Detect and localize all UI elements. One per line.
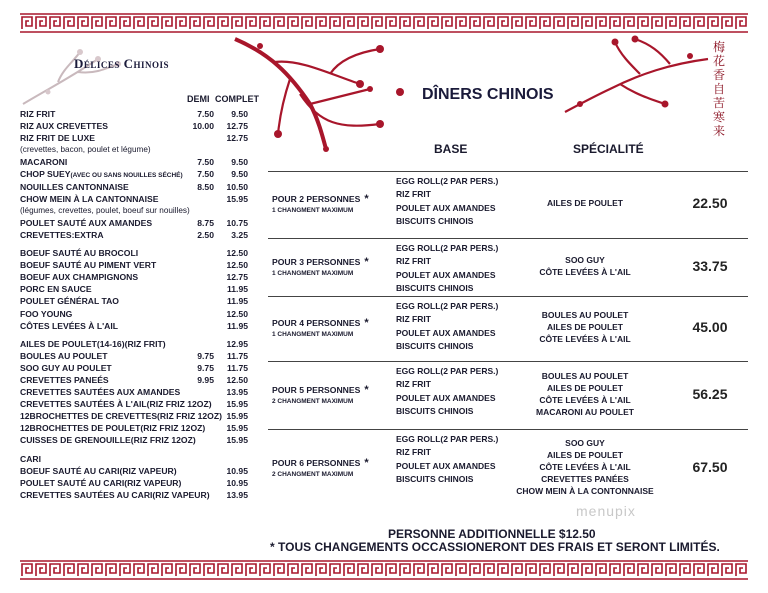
combo-specialty-item: CÔTE LEVÉES À L'AIL xyxy=(539,334,631,344)
combo-party-label: POUR 3 PERSONNES xyxy=(272,256,361,267)
menu-item-note xyxy=(20,205,252,217)
menu-item-name: CÔTES LEVÉES À L'AIL xyxy=(20,320,119,331)
combo-base-item: RIZ FRIT xyxy=(396,447,431,458)
menu-item-name: BOEUF SAUTÉ AU CARI(RIZ VAPEUR) xyxy=(20,465,177,476)
combo-price: 45.00 xyxy=(692,319,728,335)
combo-specialty-list xyxy=(500,370,670,418)
menu-item-name: POULET SAUTÉ AUX AMANDES xyxy=(20,217,153,228)
menu-item xyxy=(20,410,252,422)
combo-party-label: POUR 2 PERSONNES xyxy=(272,194,361,204)
menu-item-price-complet: 12.50 xyxy=(226,374,248,385)
menu-item-name: POULET SAUTÉ AU CARI(RIZ VAPEUR) xyxy=(20,477,182,488)
menu-item-price-complet: 12.95 xyxy=(226,338,248,349)
combo-specialty-list xyxy=(500,197,670,209)
menu-item-name: SOO GUY AU POULET xyxy=(20,362,112,373)
top-greek-key-border xyxy=(20,13,748,33)
menu-item-price-complet: 12.75 xyxy=(226,133,248,144)
asterisk-icon: * xyxy=(364,457,369,469)
combo-change-limit: 1 CHANGMENT MAXIMUM xyxy=(272,331,354,338)
watermark: menupix xyxy=(576,503,636,519)
menu-item xyxy=(20,374,252,386)
combo-price: 67.50 xyxy=(692,459,728,475)
combo-base-list xyxy=(396,242,498,296)
menu-item xyxy=(20,453,252,465)
menu-item-name: 12BROCHETTES DE CREVETTES(RIZ FRIZ 12OZ) xyxy=(20,411,222,422)
combo-base-item: RIZ FRIT xyxy=(396,256,431,267)
menu-item-price-complet: 12.75 xyxy=(226,121,248,132)
combo-change-limit: 1 CHANGMENT MAXIMUM xyxy=(272,269,354,277)
menu-item-name: CHOP SUEY(AVEC OU SANS NOUILLES SÉCHÉ) xyxy=(20,169,183,180)
menu-item-name: BOEUF SAUTÉ AU PIMENT VERT xyxy=(20,260,157,271)
combo-base-list xyxy=(396,175,498,229)
combo-base-item: POULET AUX AMANDES xyxy=(396,327,496,338)
asterisk-icon: * xyxy=(364,193,369,205)
menu-item xyxy=(20,283,252,295)
menu-item xyxy=(20,181,252,193)
menu-item xyxy=(20,132,252,144)
greek-key-pattern-icon xyxy=(20,560,748,580)
combo-specialty-item: SOO GUY xyxy=(565,254,605,265)
menu-item xyxy=(20,259,252,271)
menu-item-price-complet: 10.75 xyxy=(226,217,248,228)
menu-item-price-complet: 3.25 xyxy=(231,229,248,240)
menu-item-name: CREVETTES SAUTÉES À L'AIL(RIZ FRIZ 12OZ) xyxy=(20,399,212,410)
combo-base-item: EGG ROLL(2 PAR PERS.) xyxy=(396,176,499,186)
menu-item-price-complet: 15.95 xyxy=(226,411,248,422)
menu-item-name: BOEUF AUX CHAMPIGNONS xyxy=(20,272,139,283)
combo-base-item: POULET AUX AMANDES xyxy=(396,460,496,471)
menu-item-name: CREVETTES:EXTRA xyxy=(20,229,104,240)
menu-item-price-complet: 9.50 xyxy=(231,169,248,180)
menu-item xyxy=(20,489,252,501)
combo-specialty-item: CREVETTES PANÉES xyxy=(541,474,629,484)
combo-base-item: BISCUITS CHINOIS xyxy=(396,341,474,352)
combo-price: 33.75 xyxy=(692,257,728,274)
left-menu-list xyxy=(20,108,252,501)
combo-base-item: RIZ FRIT xyxy=(396,379,431,390)
menu-item-price-complet: 10.50 xyxy=(226,181,248,192)
menu-item xyxy=(20,338,252,350)
menu-item-price-complet: 12.50 xyxy=(226,248,248,259)
extra-person-price: PERSONNE ADDITIONNELLE $12.50 xyxy=(388,527,596,541)
menu-item-price-demi: 7.50 xyxy=(197,109,214,119)
plum-blossom-branch-icon xyxy=(18,34,128,114)
combo-specialty-item: AILES DE POULET xyxy=(546,322,624,332)
col-head-base: BASE xyxy=(434,142,468,156)
combo-specialty-item: SOO GUY xyxy=(565,438,605,448)
combo-specialty-item: CÔTE LEVÉES À L'AIL xyxy=(539,394,631,405)
menu-item-price-demi: 10.00 xyxy=(192,121,214,132)
menu-item xyxy=(20,108,252,120)
asterisk-icon: * xyxy=(364,317,369,329)
menu-item-price-demi: 8.50 xyxy=(197,181,214,192)
menu-item xyxy=(20,247,252,259)
combo-party-size xyxy=(272,457,369,469)
menu-item-price-complet: 9.50 xyxy=(231,157,248,168)
menu-item xyxy=(20,229,252,241)
combo-specialty-item: BOULES AU POULET xyxy=(541,370,629,381)
combo-base-list xyxy=(396,433,498,487)
menu-item-name: CUISSES DE GRENOUILLE(RIZ FRIZ 12OZ) xyxy=(20,435,196,446)
menu-item xyxy=(20,320,252,332)
menu-item-price-complet: 10.95 xyxy=(226,477,248,488)
combo-party-size xyxy=(272,317,369,329)
combo-row xyxy=(268,238,748,296)
menu-item-name: RIZ FRIT xyxy=(20,109,56,119)
menu-item-price-complet: 15.95 xyxy=(226,399,248,410)
combo-party-size xyxy=(272,193,369,205)
menu-item xyxy=(20,465,252,477)
menu-item-price-complet: 15.95 xyxy=(226,435,248,446)
combo-base-item: BISCUITS CHINOIS xyxy=(396,216,474,227)
menu-item-price-demi: 7.50 xyxy=(197,169,214,180)
combo-base-item: EGG ROLL(2 PAR PERS.) xyxy=(396,301,499,311)
combo-specialty-item: CÔTE LEVÉES À L'AIL xyxy=(539,266,631,277)
combo-base-item: BISCUITS CHINOIS xyxy=(396,283,474,294)
combo-base-item: EGG ROLL(2 PAR PERS.) xyxy=(396,434,499,444)
menu-item-name: RIZ AUX CREVETTES xyxy=(20,121,109,132)
right-section-title: DÎNERS CHINOIS xyxy=(422,86,554,103)
menu-item xyxy=(20,156,252,168)
menu-item xyxy=(20,120,252,132)
menu-item-price-complet: 15.95 xyxy=(226,193,248,204)
asterisk-icon: * xyxy=(364,255,369,268)
menu-item-name: CHOW MEIN À LA CANTONNAISE xyxy=(20,193,159,204)
menu-item-name: PORC EN SAUCE xyxy=(20,284,92,295)
greek-key-pattern-icon xyxy=(20,13,748,33)
menu-item-price-complet: 15.95 xyxy=(226,423,248,434)
combo-base-list xyxy=(396,300,498,354)
combo-specialty-item: AILES DE POULET xyxy=(546,198,624,208)
combo-base-item: EGG ROLL(2 PAR PERS.) xyxy=(396,243,499,253)
combo-price: 56.25 xyxy=(692,385,728,402)
combo-row xyxy=(268,361,748,429)
combo-specialty-list xyxy=(500,254,670,278)
menu-item-price-complet: 11.95 xyxy=(226,284,248,295)
menu-item-name: CREVETTES PANEÉS xyxy=(20,374,109,385)
menu-item-name: POULET GÉNÉRAL TAO xyxy=(20,296,119,307)
menu-item xyxy=(20,398,252,410)
menu-item-name: AILES DE POULET(14-16)(RIZ FRIT) xyxy=(20,338,166,349)
combo-party-size xyxy=(272,384,369,396)
col-head-specialite: SPÉCIALITÉ xyxy=(573,142,644,156)
combo-base-item: BISCUITS CHINOIS xyxy=(396,474,474,485)
menu-item-price-demi: 2.50 xyxy=(197,229,214,240)
menu-item-name: (crevettes, bacon, poulet et légume) xyxy=(20,145,151,155)
combo-base-item: EGG ROLL(2 PAR PERS.) xyxy=(396,366,499,376)
combo-specialty-list xyxy=(500,437,670,497)
left-section-title: Délices Chinois xyxy=(74,56,170,71)
bottom-greek-key-border xyxy=(20,560,748,580)
menu-item xyxy=(20,193,252,205)
combo-change-limit: 2 CHANGMENT MAXIMUM xyxy=(272,471,354,478)
menu-item xyxy=(20,477,252,489)
combo-specialty-item: CHOW MEIN À LA CONTONNAISE xyxy=(516,486,654,496)
menu-item-price-complet: 12.50 xyxy=(226,260,248,271)
combo-base-item: POULET AUX AMANDES xyxy=(396,269,496,280)
menu-item-price-complet: 11.95 xyxy=(226,320,248,331)
asterisk-icon: * xyxy=(364,383,369,396)
combo-specialty-list xyxy=(500,309,670,345)
menu-item-price-complet: 12.50 xyxy=(226,308,248,319)
menu-item xyxy=(20,362,252,374)
menu-item-price-demi: 7.50 xyxy=(197,157,214,168)
menu-item xyxy=(20,271,252,283)
menu-item-name: (légumes, crevettes, poulet, boeuf sur nouilles) xyxy=(20,205,190,215)
combo-specialty-item: AILES DE POULET xyxy=(546,382,624,393)
menu-item xyxy=(20,386,252,398)
combo-specialty-item: MACARONI AU POULET xyxy=(536,406,634,417)
combo-specialty-item: BOULES AU POULET xyxy=(541,310,629,320)
menu-item-price-complet: 13.95 xyxy=(226,387,248,398)
combo-row xyxy=(268,429,748,508)
menu-item-price-demi: 9.75 xyxy=(197,362,214,373)
combo-base-item: POULET AUX AMANDES xyxy=(396,392,496,403)
menu-item-price-complet: 11.75 xyxy=(226,350,248,361)
menu-item-name: MACARONI xyxy=(20,157,68,168)
menu-item xyxy=(20,350,252,362)
menu-item xyxy=(20,308,252,320)
combo-change-limit: 2 CHANGMENT MAXIMUM xyxy=(272,397,354,405)
menu-item-price-complet: 11.95 xyxy=(226,296,248,307)
menu-item xyxy=(20,422,252,434)
menu-item-price-complet: 12.75 xyxy=(226,272,248,283)
menu-item-price-complet: 10.95 xyxy=(226,465,248,476)
combo-party-label: POUR 6 PERSONNES xyxy=(272,458,361,468)
menu-item-name: CREVETTES SAUTÉES AU CARI(RIZ VAPEUR) xyxy=(20,489,210,500)
vertical-chinese-proverb: 梅花香自苦寒来 xyxy=(713,40,726,138)
col-head-demi: DEMI xyxy=(187,94,210,104)
combo-base-item: RIZ FRIT xyxy=(396,189,431,200)
combo-row xyxy=(268,171,748,238)
col-head-complet: COMPLET xyxy=(215,94,259,104)
combo-row xyxy=(268,296,748,361)
combo-party-label: POUR 5 PERSONNES xyxy=(272,384,361,395)
menu-item-name: CARI xyxy=(20,453,42,464)
menu-item-name: BOEUF SAUTÉ AU BROCOLI xyxy=(20,248,139,259)
combo-party-size xyxy=(272,256,369,268)
menu-item-name: RIZ FRIT DE LUXE xyxy=(20,133,95,144)
menu-item-price-complet: 13.95 xyxy=(226,489,248,500)
combo-base-item: POULET AUX AMANDES xyxy=(396,202,496,213)
combo-price: 22.50 xyxy=(692,195,728,211)
changes-disclaimer: * TOUS CHANGEMENTS OCCASSIONERONT DES FRAIS ET SERONT LIMITÉS. xyxy=(270,540,720,554)
combo-base-item: RIZ FRIT xyxy=(396,314,431,325)
menu-item-price-demi: 9.75 xyxy=(197,350,214,361)
menu-item-price-demi: 9.95 xyxy=(197,374,214,385)
menu-item xyxy=(20,217,252,229)
plum-blossom-branch-icon xyxy=(560,34,710,114)
combo-base-list xyxy=(396,365,498,419)
menu-item xyxy=(20,295,252,307)
menu-item-name: BOULES AU POULET xyxy=(20,350,108,361)
combo-specialty-item: AILES DE POULET xyxy=(546,450,624,460)
menu-item-price-complet: 9.50 xyxy=(231,109,248,119)
menu-item-name: 12BROCHETTES DE POULET(RIZ FRIZ 12OZ) xyxy=(20,423,206,434)
menu-item-price-demi: 8.75 xyxy=(197,217,214,228)
combo-base-item: BISCUITS CHINOIS xyxy=(396,406,474,417)
combo-specialty-item: CÔTE LEVÉES À L'AIL xyxy=(539,462,631,472)
menu-item-note xyxy=(20,144,252,156)
menu-item-subnote: (AVEC OU SANS NOUILLES SÉCHÉ) xyxy=(70,172,183,180)
combo-party-label: POUR 4 PERSONNES xyxy=(272,318,361,328)
menu-item xyxy=(20,168,252,180)
menu-item-name: NOUILLES CANTONNAISE xyxy=(20,181,129,192)
menu-item-name: CREVETTES SAUTÉES AUX AMANDES xyxy=(20,387,181,398)
menu-item-name: FOO YOUNG xyxy=(20,308,73,319)
combo-change-limit: 1 CHANGMENT MAXIMUM xyxy=(272,207,354,214)
menu-item xyxy=(20,434,252,446)
menu-item-price-complet: 11.75 xyxy=(226,362,248,373)
